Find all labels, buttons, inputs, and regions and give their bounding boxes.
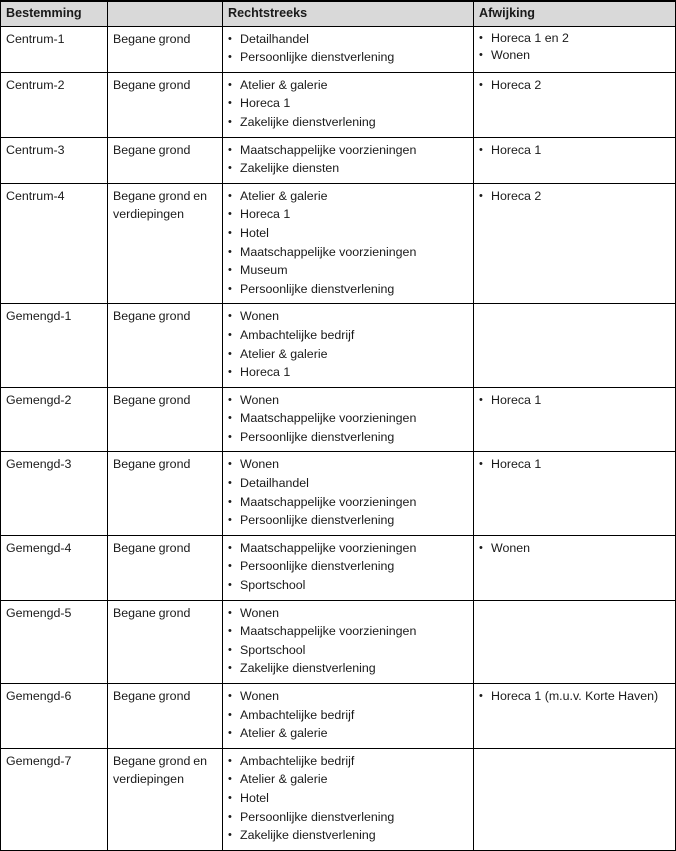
list-item: • Horeca 1 en 2 [479,30,670,47]
cell-bouwlaag: Begane grond en verdiepingen [108,748,223,850]
cell-rechtstreeks-list [228,76,468,132]
list-item: • Horeca 1 [228,205,468,224]
cell-rechtstreeks [223,535,474,600]
list-item: • Horeca 1 [228,363,468,382]
list-item: • Maatschappelijke voorzieningen [228,493,468,512]
table-row [1,137,676,183]
cell-rechtstreeks [223,72,474,137]
list-item: • Atelier & galerie [228,76,468,95]
cell-bestemming: Gemengd-7 [1,748,108,850]
table-body [1,26,676,850]
list-item: • Wonen [479,539,670,558]
cell-afwijking-list [479,687,670,706]
cell-rechtstreeks [223,183,474,304]
table-row [1,72,676,137]
table-row [1,535,676,600]
cell-bouwlaag: Begane grond [108,72,223,137]
table-row [1,748,676,850]
list-item: • Horeca 2 [479,187,670,206]
cell-afwijking [474,535,676,600]
list-item: • Persoonlijke dienstverlening [228,48,468,67]
cell-rechtstreeks [223,452,474,535]
column-header-afwijking: Afwijking [474,1,676,26]
list-item: • Detailhandel [228,474,468,493]
list-item: • Zakelijke dienstverlening [228,659,468,678]
cell-bestemming: Gemengd-3 [1,452,108,535]
cell-bestemming: Gemengd-2 [1,387,108,452]
list-item: • Maatschappelijke voorzieningen [228,622,468,641]
table-row [1,684,676,749]
cell-bouwlaag: Begane grond en verdiepingen [108,183,223,304]
cell-afwijking-list [479,455,670,474]
cell-afwijking-list [479,539,670,558]
cell-rechtstreeks-list [228,307,468,381]
list-item: • Wonen [228,455,468,474]
cell-afwijking [474,387,676,452]
cell-afwijking [474,452,676,535]
cell-rechtstreeks [223,137,474,183]
cell-afwijking-list [479,30,670,64]
cell-bouwlaag: Begane grond [108,535,223,600]
cell-rechtstreeks-list [228,391,468,447]
cell-afwijking-list [479,76,670,95]
list-item: • Wonen [228,307,468,326]
list-item: • Horeca 1 [479,391,670,410]
cell-rechtstreeks-list [228,187,468,299]
cell-afwijking [474,304,676,387]
cell-rechtstreeks-list [228,604,468,678]
cell-bestemming: Gemengd-5 [1,600,108,683]
cell-bestemming: Centrum-4 [1,183,108,304]
list-item: • Horeca 1 (m.u.v. Korte Haven) [479,687,670,706]
cell-afwijking [474,600,676,683]
table-row [1,600,676,683]
cell-bouwlaag: Begane grond [108,387,223,452]
list-item: • Persoonlijke dienstverlening [228,280,468,299]
list-item: • Maatschappelijke voorzieningen [228,409,468,428]
list-item: • Persoonlijke dienstverlening [228,808,468,827]
list-item: • Wonen [228,687,468,706]
list-item: • Horeca 2 [479,76,670,95]
list-item: • Horeca 1 [228,94,468,113]
list-item: • Zakelijke diensten [228,159,468,178]
list-item: • Persoonlijke dienstverlening [228,428,468,447]
cell-afwijking [474,137,676,183]
cell-bouwlaag: Begane grond [108,684,223,749]
cell-bouwlaag: Begane grond [108,452,223,535]
list-item: • Maatschappelijke voorzieningen [228,243,468,262]
cell-bestemming: Gemengd-1 [1,304,108,387]
list-item: • Ambachtelijke bedrijf [228,752,468,771]
cell-bouwlaag: Begane grond [108,304,223,387]
cell-bouwlaag: Begane grond [108,26,223,72]
cell-afwijking [474,748,676,850]
table-row [1,183,676,304]
cell-bouwlaag: Begane grond [108,137,223,183]
cell-rechtstreeks-list [228,455,468,529]
cell-bestemming: Centrum-3 [1,137,108,183]
table-header-row [1,1,676,26]
list-item: • Zakelijke dienstverlening [228,826,468,845]
column-header-bouwlaag [108,1,223,26]
cell-bestemming: Gemengd-4 [1,535,108,600]
cell-rechtstreeks [223,304,474,387]
list-item: • Wonen [479,47,670,64]
list-item: • Museum [228,261,468,280]
cell-rechtstreeks [223,684,474,749]
list-item: • Persoonlijke dienstverlening [228,557,468,576]
cell-afwijking [474,183,676,304]
cell-rechtstreeks-list [228,539,468,595]
list-item: • Sportschool [228,576,468,595]
cell-afwijking-list [479,391,670,410]
list-item: • Hotel [228,224,468,243]
list-item: • Atelier & galerie [228,770,468,789]
table-row [1,304,676,387]
list-item: • Ambachtelijke bedrijf [228,326,468,345]
table-header [1,1,676,26]
table-row [1,26,676,72]
cell-rechtstreeks-list [228,752,468,845]
cell-rechtstreeks [223,387,474,452]
list-item: • Atelier & galerie [228,724,468,743]
cell-afwijking-list [479,141,670,160]
list-item: • Detailhandel [228,30,468,49]
list-item: • Persoonlijke dienstverlening [228,511,468,530]
cell-rechtstreeks [223,26,474,72]
list-item: • Maatschappelijke voorzieningen [228,141,468,160]
list-item: • Wonen [228,604,468,623]
list-item: • Atelier & galerie [228,345,468,364]
cell-afwijking [474,72,676,137]
list-item: • Horeca 1 [479,141,670,160]
list-item: • Atelier & galerie [228,187,468,206]
cell-rechtstreeks-list [228,30,468,67]
list-item: • Zakelijke dienstverlening [228,113,468,132]
cell-rechtstreeks [223,600,474,683]
column-header-rechtstreeks: Rechtstreeks [223,1,474,26]
cell-bouwlaag: Begane grond [108,600,223,683]
cell-rechtstreeks [223,748,474,850]
cell-afwijking [474,684,676,749]
cell-bestemming: Gemengd-6 [1,684,108,749]
list-item: • Horeca 1 [479,455,670,474]
table-row [1,452,676,535]
list-item: • Maatschappelijke voorzieningen [228,539,468,558]
list-item: • Ambachtelijke bedrijf [228,706,468,725]
list-item: • Hotel [228,789,468,808]
cell-afwijking [474,26,676,72]
cell-rechtstreeks-list [228,141,468,178]
column-header-bestemming: Bestemming [1,1,108,26]
cell-afwijking-list [479,187,670,206]
cell-rechtstreeks-list [228,687,468,743]
table-row [1,387,676,452]
cell-bestemming: Centrum-1 [1,26,108,72]
list-item: • Wonen [228,391,468,410]
list-item: • Sportschool [228,641,468,660]
cell-bestemming: Centrum-2 [1,72,108,137]
